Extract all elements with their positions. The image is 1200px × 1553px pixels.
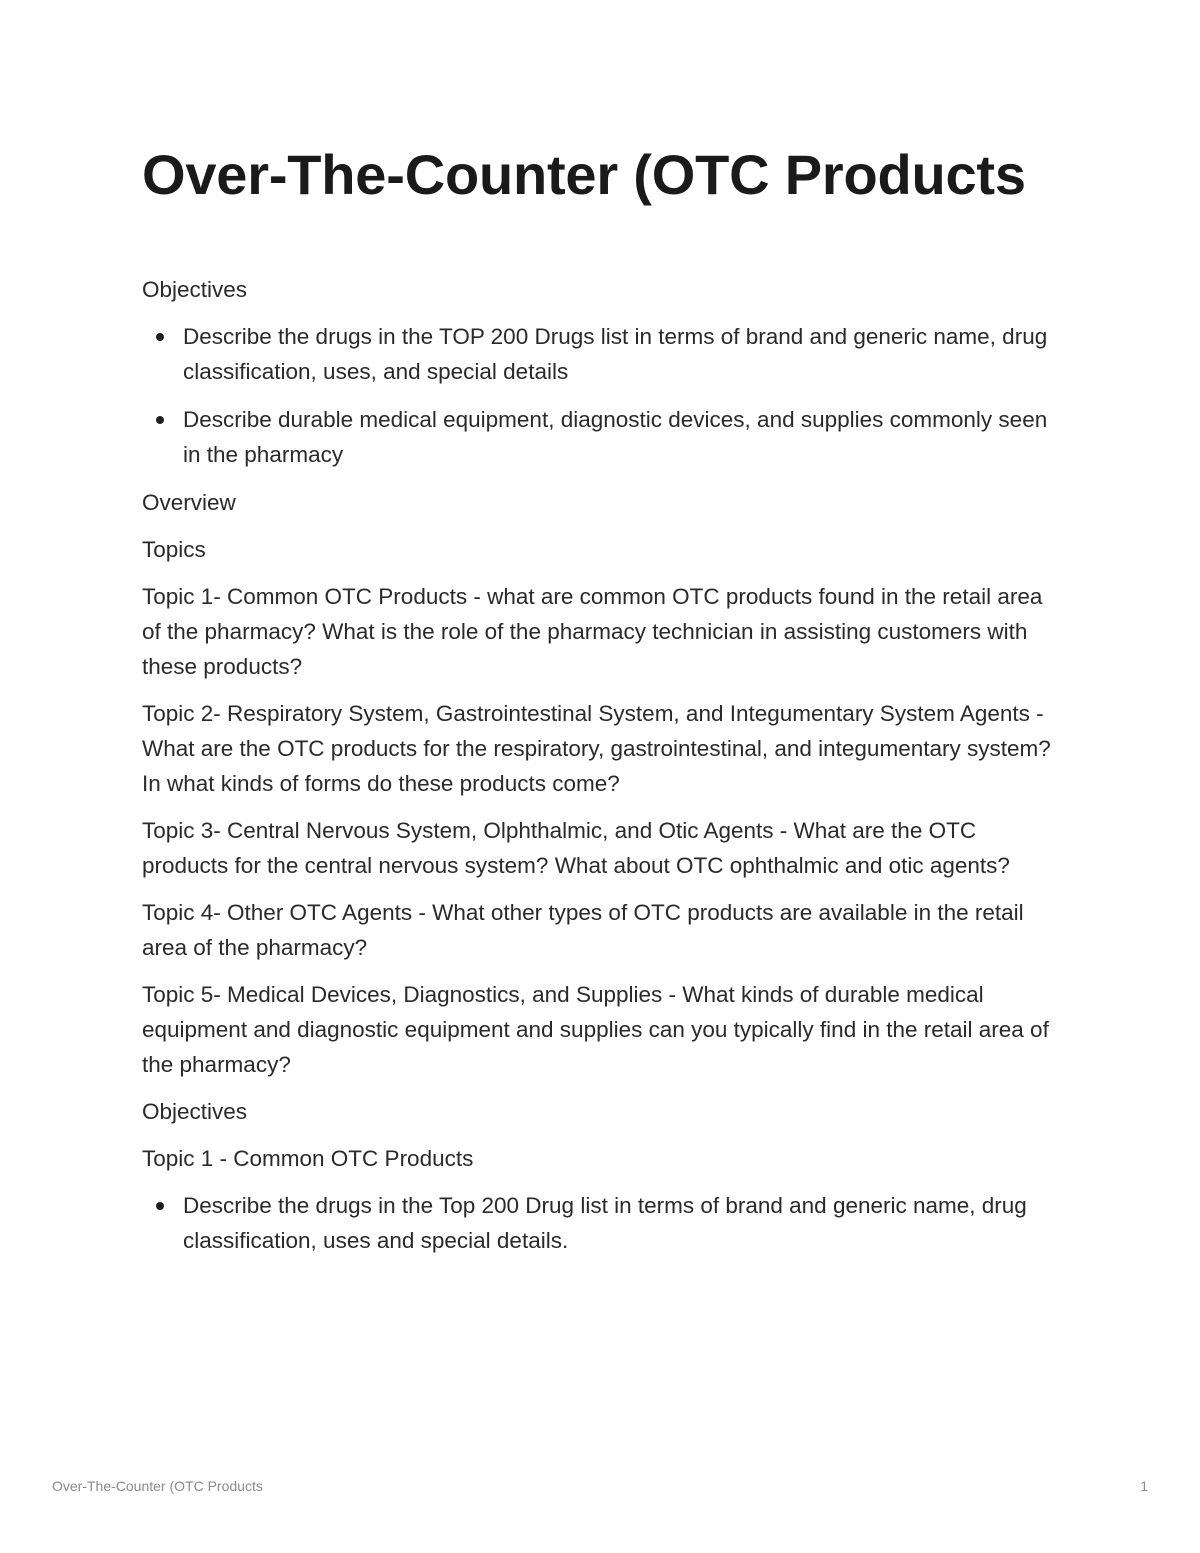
objectives-heading: Objectives: [142, 277, 248, 302]
topic-paragraph: Topic 5- Medical Devices, Diagnostics, and Supplies - What kinds of durable medical equipment and diagnostic equipment and supplies can you typically find in the retail area of the pharmacy?: [142, 982, 1049, 1077]
objectives-heading-2: Objectives: [142, 1099, 248, 1124]
list-item-text: Describe the drugs in the Top 200 Drug list in terms of brand and generic name, drug classification, uses and special details.: [183, 1193, 1027, 1253]
page-title: Over-The-Counter (OTC Products: [142, 143, 1026, 206]
footer-title: Over-The-Counter (OTC Products: [52, 1478, 263, 1494]
topic-paragraph: Topic 3- Central Nervous System, Olphthalmic, and Otic Agents - What are the OTC products for the central nervous system? What about OTC ophthalmic and otic agents?: [142, 818, 1010, 878]
topics-heading: Topics: [142, 537, 206, 562]
list-item: [142, 402, 1057, 472]
list-item-text: Describe the drugs in the TOP 200 Drugs list in terms of brand and generic name, drug classification, uses, and special details: [183, 324, 1048, 384]
list-item: [142, 319, 1057, 389]
topic1-heading: Topic 1 - Common OTC Products: [142, 1146, 474, 1171]
document-page: [142, 140, 1057, 1271]
bullet-icon: [156, 1202, 164, 1210]
topic-paragraph: Topic 2- Respiratory System, Gastrointestinal System, and Integumentary System Agents - What are the OTC products for the respiratory, gastrointestinal, and integumentary system? In what kinds of forms do these products come?: [142, 701, 1051, 796]
page-footer: [52, 1478, 1148, 1498]
list-item: [142, 1188, 1057, 1258]
bullet-icon: [156, 416, 164, 424]
topic-paragraph: Topic 4- Other OTC Agents - What other types of OTC products are available in the retail area of the pharmacy?: [142, 900, 1024, 960]
bullet-icon: [156, 333, 164, 341]
page-number: 1: [1140, 1478, 1148, 1494]
topic1-objectives-list: [142, 1188, 1057, 1258]
overview-heading: Overview: [142, 490, 236, 515]
objectives-list: [142, 319, 1057, 472]
list-item-text: Describe durable medical equipment, diagnostic devices, and supplies commonly seen in the pharmacy: [183, 407, 1048, 467]
topic-paragraph: Topic 1- Common OTC Products - what are common OTC products found in the retail area of the pharmacy? What is the role of the pharmacy technician in assisting customers with these products?: [142, 584, 1043, 679]
